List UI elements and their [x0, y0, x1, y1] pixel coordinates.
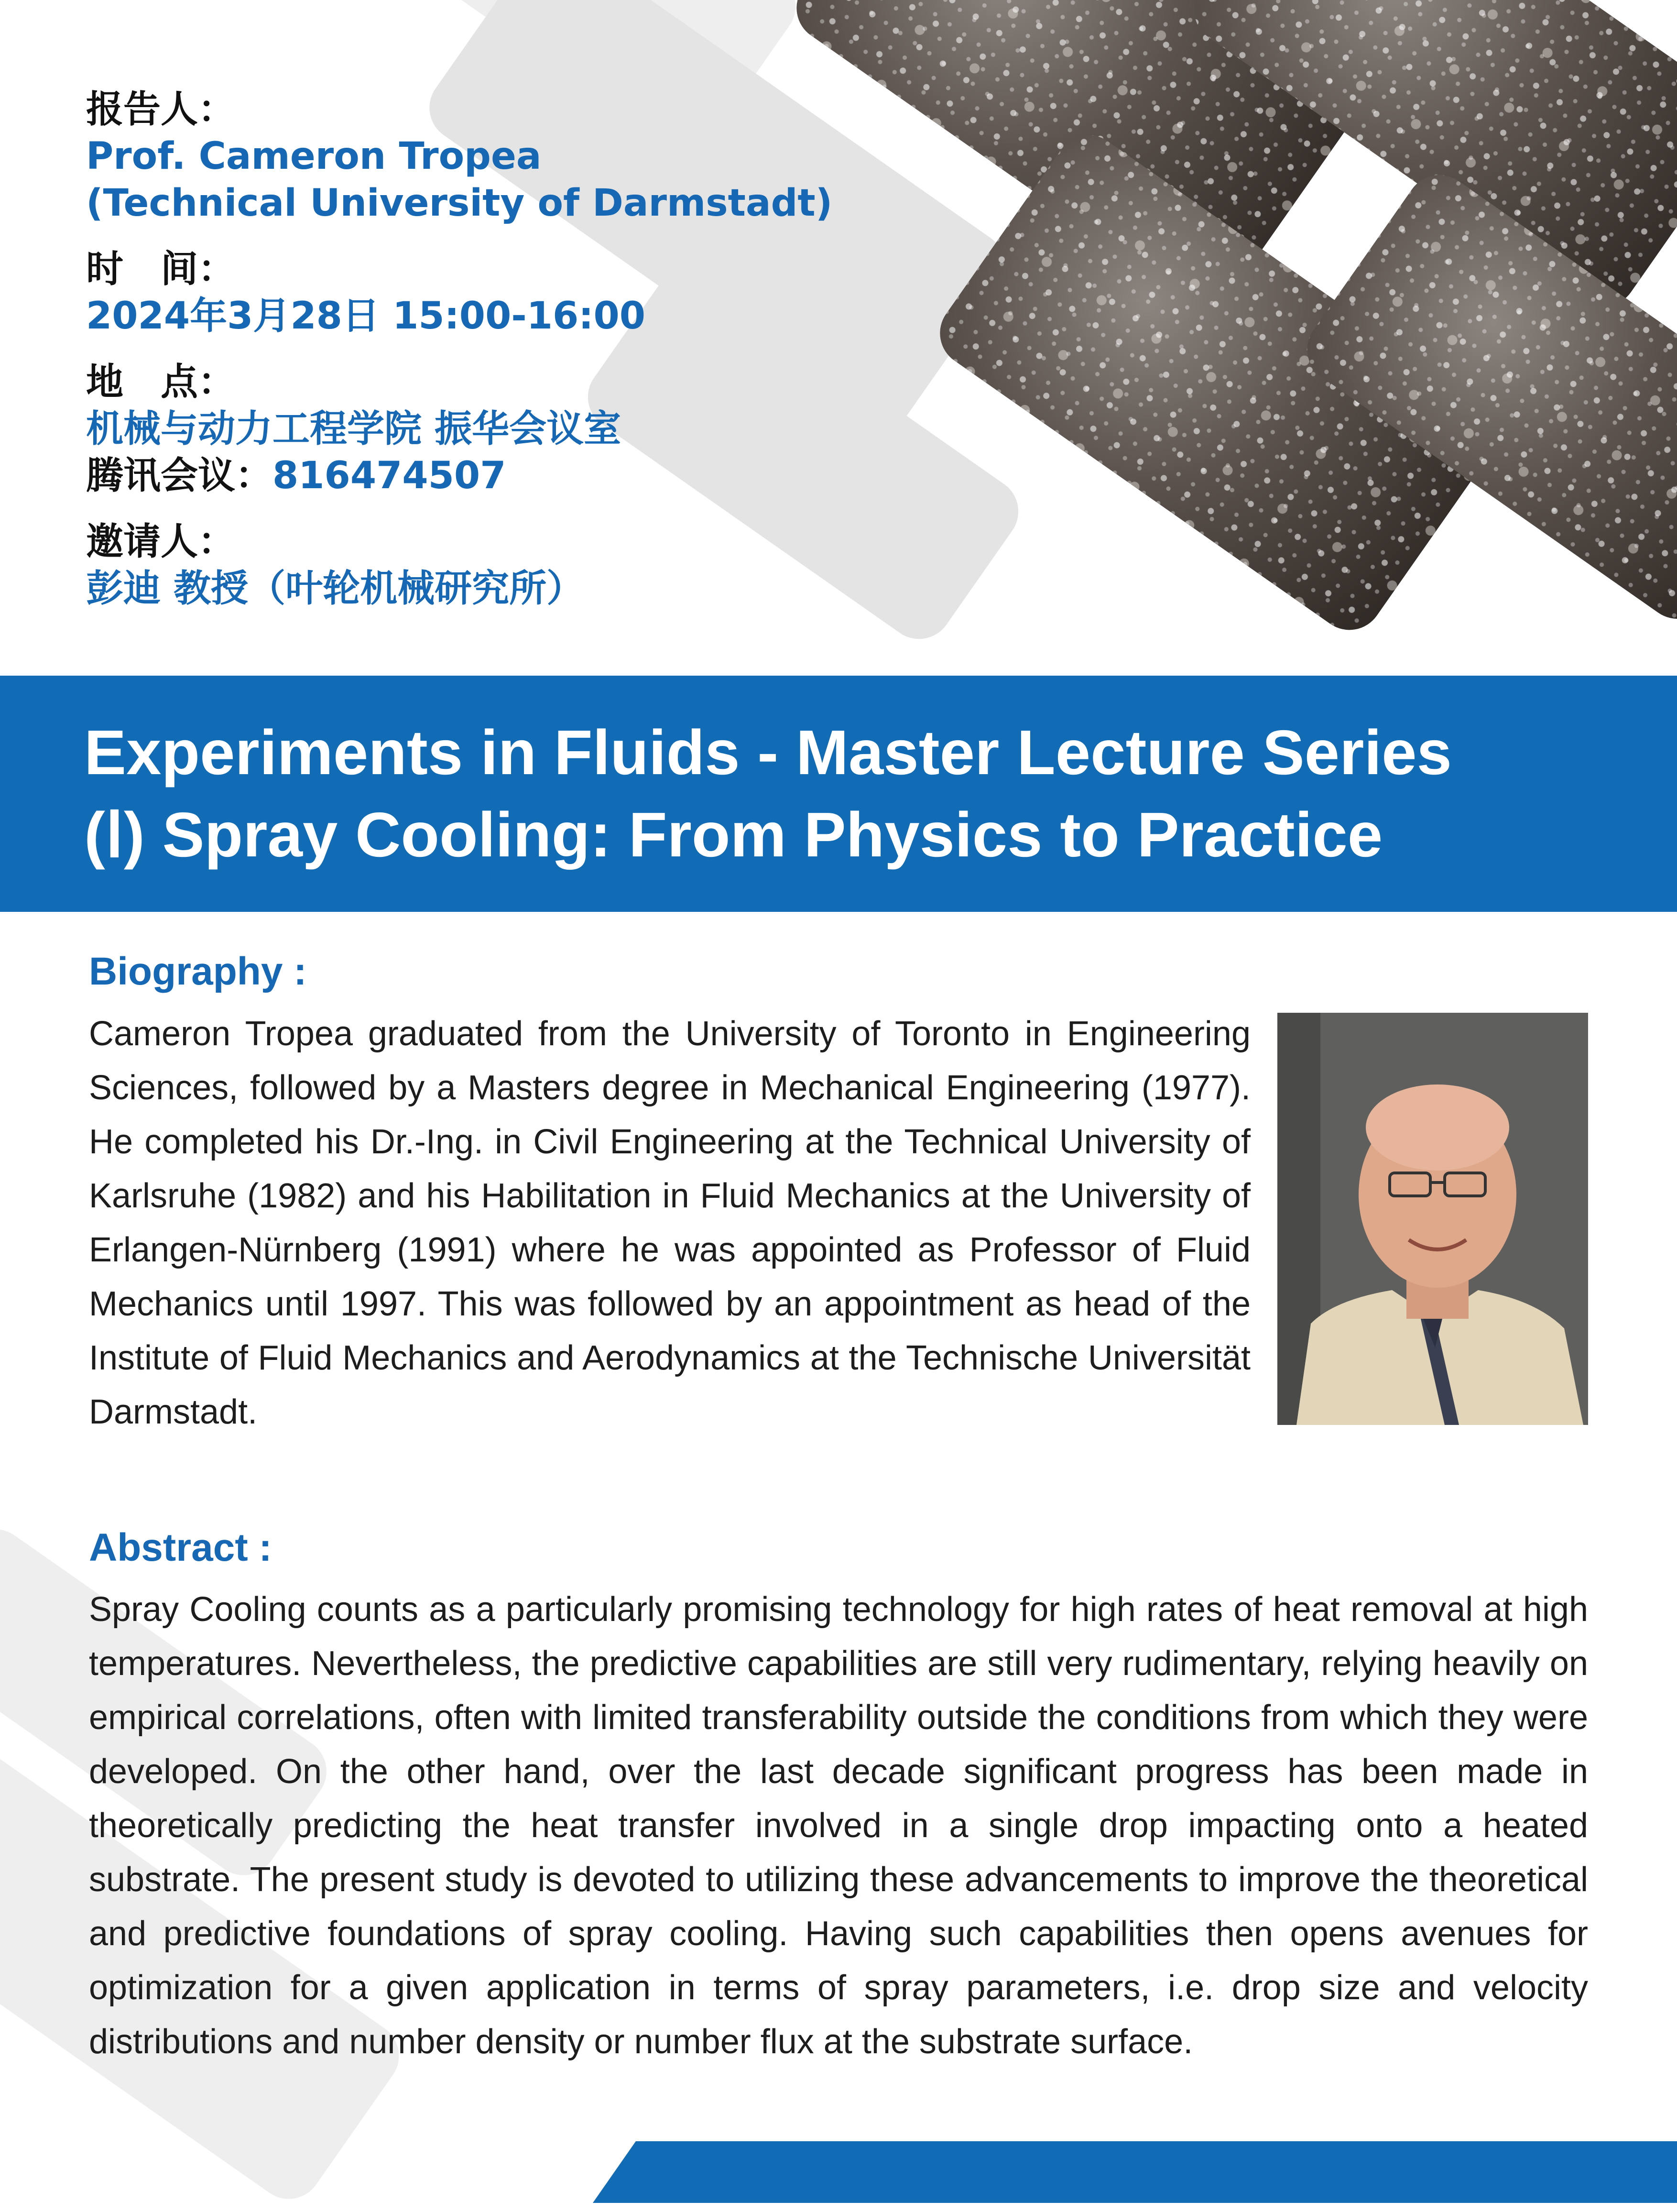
- abstract-heading: Abstract :: [89, 1526, 272, 1569]
- lecture-title: [84, 712, 1452, 876]
- title-line-1: Experiments in Fluids - Master Lecture Series: [84, 717, 1452, 788]
- speaker-portrait: [1277, 1013, 1588, 1425]
- time-value: 2024年3月28日 15:00-16:00: [86, 295, 646, 338]
- time-label: 时 间：: [86, 248, 236, 291]
- host-label: 邀请人：: [86, 520, 236, 563]
- speaker-name: Prof. Cameron Tropea: [86, 135, 542, 178]
- tencent-meeting: [86, 452, 832, 499]
- portrait-image: [1277, 1013, 1588, 1425]
- biography-heading: Biography :: [89, 950, 307, 993]
- tencent-label: 腾讯会议：: [86, 454, 273, 497]
- location-label: 地 点：: [86, 361, 236, 404]
- event-info: [86, 86, 832, 612]
- biography-text: Cameron Tropea graduated from the University of Toronto in Engineering Sciences, followed by a Masters degree in Mechanical Engineering (1977). He completed his Dr.-Ing. in Civil Engineering at the Technical University of Karlsruhe (1982) and his Habilitation in Fluid Mechanics at the University of Erlangen-Nürnberg (1991) where he was appointed as Professor of Fluid Mechanics until 1997. This was followed by an appointment as head of the Institute of Fluid Mechanics and Aerodynamics at the Technische Universität Darmstadt.: [89, 1015, 1251, 1431]
- tencent-id: 816474507: [272, 454, 506, 497]
- speaker-label: 报告人：: [86, 88, 236, 131]
- footer-accent-bar: [593, 2141, 1677, 2203]
- title-banner: [0, 676, 1677, 912]
- title-line-2: (Ⅰ) Spray Cooling: From Physics to Practice: [84, 799, 1383, 870]
- host-value: 彭迪 教授（叶轮机械研究所）: [86, 567, 584, 610]
- location-value: 机械与动力工程学院 振华会议室: [86, 407, 621, 450]
- abstract-text: Spray Cooling counts as a particularly promising technology for high rates of heat removal at high temperatures. Nevertheless, the predictive capabilities are still very rudimentary, relying heavily on empirical correlations, often with limited transferability outside the conditions from which they were developed. On the other hand, over the last decade significant progress has been made in theoretically predicting the heat transfer involved in a single drop impacting onto a heated substrate. The present study is devoted to utilizing these advancements to improve the theoretical and predictive foundations of spray cooling. Having such capabilities then opens avenues for optimization for a given application in terms of spray parameters, i.e. drop size and velocity distributions and number density or number flux at the substrate surface.: [89, 1590, 1588, 2061]
- speaker-affiliation: (Technical University of Darmstadt): [86, 182, 833, 225]
